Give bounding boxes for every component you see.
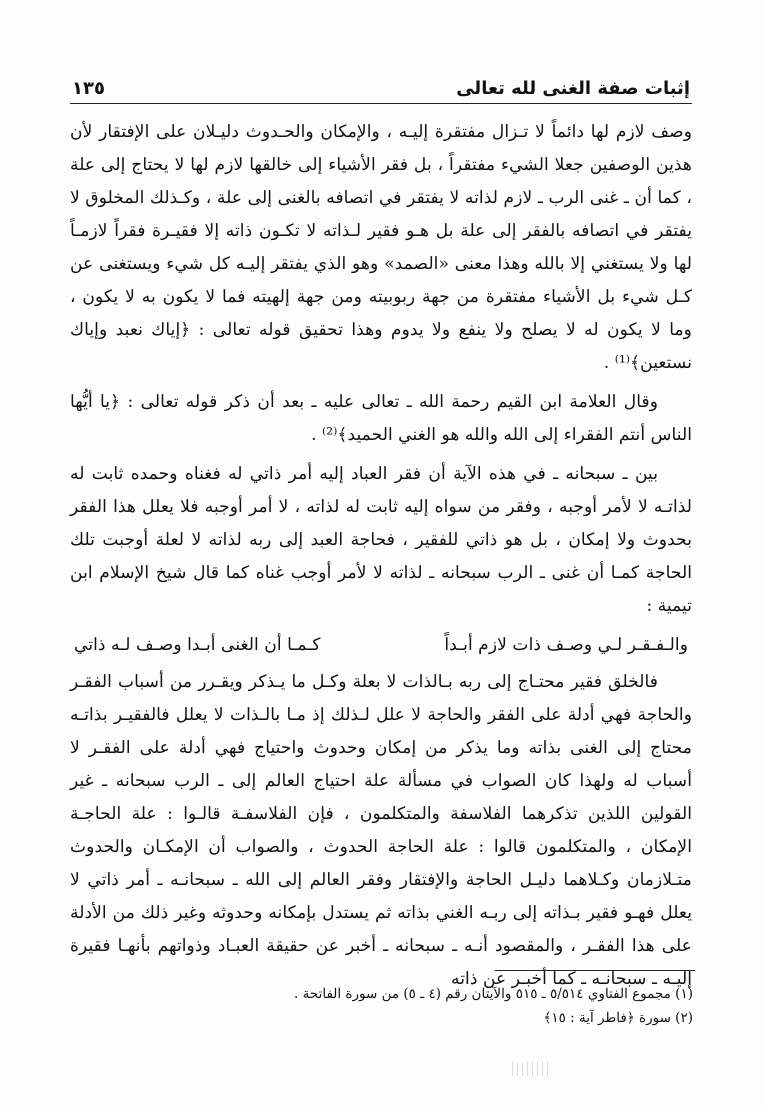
main-text [70,116,692,623]
paragraph-1: وصف لازم لها دائماً لا تـزال مفتقرة إليـه ، والإمكان والحـدوث دليـلان على الإفتقار لأن هذين الوصفين جعلا الشيء مفتقراً ، بل فقر الأشياء إلى خالقها لازم لها لا يحتاج إلى علة ، كما أن ـ غنى الرب ـ لازم لذاته لا يفتقر في اتصافه بالغنى إلى علة ، وكـذلك المخلوق لا يفتقر في اتصافه بالفقر إلى علة بل هـو فقير لـذاته لا تكـون ذاته إلا فقيـرة فقراً لازمـاً لها ولا يستغني إلا بالله وهذا معنى «الصمد» وهو الذي يفتقر إليـه كل شيء ويستغنى عن كـل شيء بل الأشياء مفتقرة من جهة ربوبيته ومن جهة إلهيته فما لا يكون به لا يكون ، وما لا يكون له لا يصلح ولا ينفع ولا يدوم وهذا تحقيق قوله تعالى : ﴿إياك نعبد وإياك نستعين﴾⁽¹⁾ . [70,122,692,373]
running-header [70,78,692,104]
footnotes [93,982,693,1030]
paragraph-3: بين ـ سبحانه ـ في هذه الآية أن فقر العباد إليه أمر ذاتي له فغناه وحمده ثابت له لذاتـه لا لأمر أوجبه ، وفقر من سواه إليه ثابت له لذاته ، لا أمر أوجبه فلا يعلل هذا الفقر بحدوث ولا إمكان ، بل هو ذاتي للفقير ، فحاجة العبد إلى ربه لذاته لا لعلة أوجبت تلك الحاجة كمـا أن غنى ـ الرب سبحانه ـ لذاته لا لأمر أوجب غناه كما قال شيخ الإسلام ابن تيمية : [70,464,692,616]
poetry-verse [70,629,692,662]
footnote-separator [495,970,695,971]
header-title: إثبات صفة الغنى لله تعالى [456,78,690,99]
paragraph-2: وقال العلامة ابن القيم رحمة الله ـ تعالى عليه ـ بعد أن ذكر قوله تعالى : ﴿يا أيُّها الناس أنتم الفقراء إلى الله والله هو الغني الحميد﴾⁽²⁾ . [70,392,692,445]
page-number: ١٣٥ [72,78,105,99]
footnote-2: (٢) سورة ﴿فاطر آية : ١٥﴾ [543,1010,693,1026]
paragraph-4: فالخلق فقير محتـاج إلى ربه بـالذات لا بعلة وكـل ما يـذكر ويقـرر من أسباب الفقـر والحاجة فهي أدلة على الفقر والحاجة لا علل لـذلك إذ مـا بالـذات لا يعلل فالفقيـر بذاتـه محتاج إلى الغنى بذاته وما يذكر من إمكان وحدوث واحتياج فهي أدلة على الفقـر لا أسباب له ولهذا كان الصواب في مسألة علة احتياج العالم إلى ـ الرب سبحانه ـ غير القولين اللذين تذكرهما الفلاسفة والمتكلمون ، فإن الفلاسفـة قالـوا : علة الحاجـة الإمكان ، والمتكلمون قالوا : علة الحاجة الحدوث ، والصواب أن الإمكـان والحدوث متـلازمان وكـلاهما دليـل الحاجة والإفتقار وفقر العالم إلى الله ـ سبحانـه ـ أمر ذاتي لا يعلل فهـو فقير بـذاته إلى ربـه الغني بذاته ثم يستدل بإمكانه وحدوثه وغير ذلك من الأدلة على هذا الفقـر ، والمقصود أنـه ـ سبحانه ـ أخبر عن حقيقة العبـاد وذواتهم بأنهـا فقيرة إليـه ـ سبحانـه ـ كما أخبـر عن ذاته [70,672,692,989]
verse-first-hemistich: والـفـقـر لـي وصـف ذات لازم أبـداً [444,635,688,655]
main-text-continued [70,666,692,996]
scan-specks [512,1062,548,1076]
verse-second-hemistich: كـمـا أن الغنى أبـدا وصـف لـه ذاتي [74,635,321,655]
page-body [70,78,692,996]
footnote-1: (١) مجموع الفتاوي ٥/٥١٤ ـ ٥١٥ والآيتان رقم (٤ ـ ٥) من سورة الفاتحة . [294,986,693,1002]
